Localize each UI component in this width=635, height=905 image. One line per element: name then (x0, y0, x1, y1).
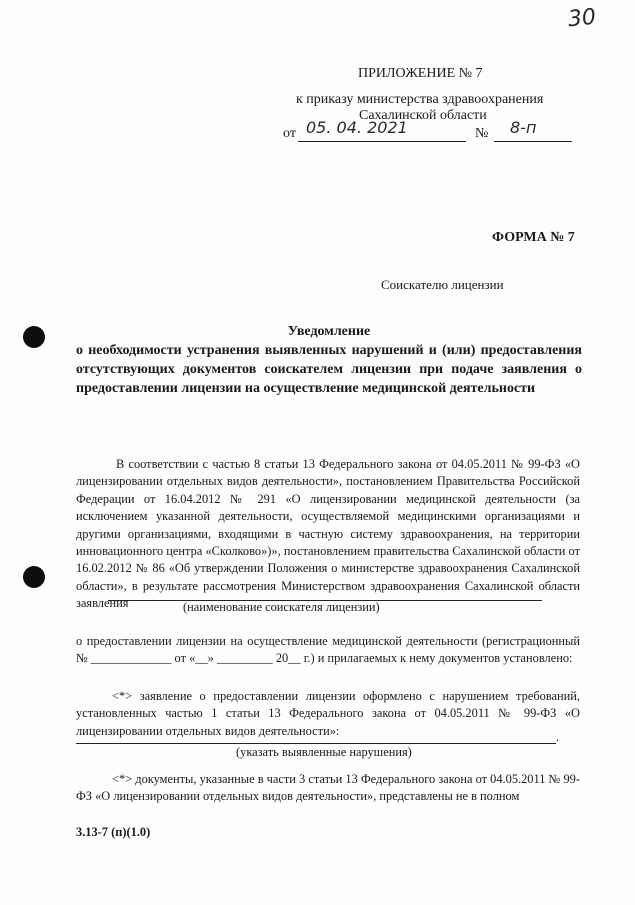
paragraph-documents-incomplete: <*> документы, указанные в части 3 статьи 13 Федерального закона от 04.05.2011 № 99-ФЗ «О лицензировании отдельных видов деятельности», представлены не в полном (76, 772, 580, 804)
form-code: 3.13-7 (п)(1.0) (76, 825, 151, 839)
handwritten-date: 05. 04. 2021 (306, 118, 408, 137)
paragraph-legal-basis: В соответствии с частью 8 статьи 13 Федерального закона от 04.05.2011 № 99-ФЗ «О лицензировании отдельных видов деятельности», постановлением Правительства Российской Федерации от 16.04.2012 № 291 «О лицензировании медицинской деятельности (за исключением указанной деятельности, осуществляемой медицинскими организациями и другими организациями, входящими в частную систему здравоохранения, на территории инновационного центра «Сколково»)», постановлением правительства Сахалинской области от 16.02.2012 № 86 «Об утверждении Положения о министерстве здравоохранения Сахалинской области», в результате рассмотрения Министерством здравоохранения Сахалинской области заявления (76, 457, 580, 611)
handwritten-number: 8-п (510, 118, 537, 137)
page-number: 30 (566, 4, 598, 33)
notice-subject: о необходимости устранения выявленных нарушений и (или) предоставления отсутствующих документов соискателем лицензии при подаче заявления о предоставлении лицензии на осуществление медицинской деятельности (76, 343, 582, 396)
paragraph-application-violations: <*> заявление о предоставлении лицензии оформлено с нарушением требований, установленных частью 1 статьи 13 Федерального закона от 04.05.2011 № 99-ФЗ «О лицензировании отдельных видов деятельности»: (76, 689, 580, 738)
applicant-caption: (наименование соискателя лицензии) (183, 600, 380, 614)
number-label: № (475, 126, 489, 141)
violations-caption: (указать выявленные нарушения) (236, 745, 412, 759)
notice-title: Уведомление (287, 324, 371, 339)
paragraph-application-details: о предоставлении лицензии на осуществление медицинской деятельности (регистрационный № _____________ от «__» _________ 20__ г.) и прилагаемых к нему документов установлено: (76, 634, 580, 666)
appendix-title: ПРИЛОЖЕНИЕ № 7 (358, 66, 483, 81)
date-label: от (283, 126, 296, 141)
form-number: ФОРМА № 7 (492, 230, 575, 245)
order-reference-line2: Сахалинской области (359, 108, 487, 123)
punch-hole (23, 326, 45, 348)
punch-hole (23, 566, 45, 588)
recipient: Соискателю лицензии (381, 277, 504, 292)
notice-heading (76, 322, 582, 398)
violations-line-end: . (556, 730, 560, 744)
order-reference-line1: к приказу министерства здравоохранения (296, 92, 544, 107)
violations-line (76, 743, 556, 744)
